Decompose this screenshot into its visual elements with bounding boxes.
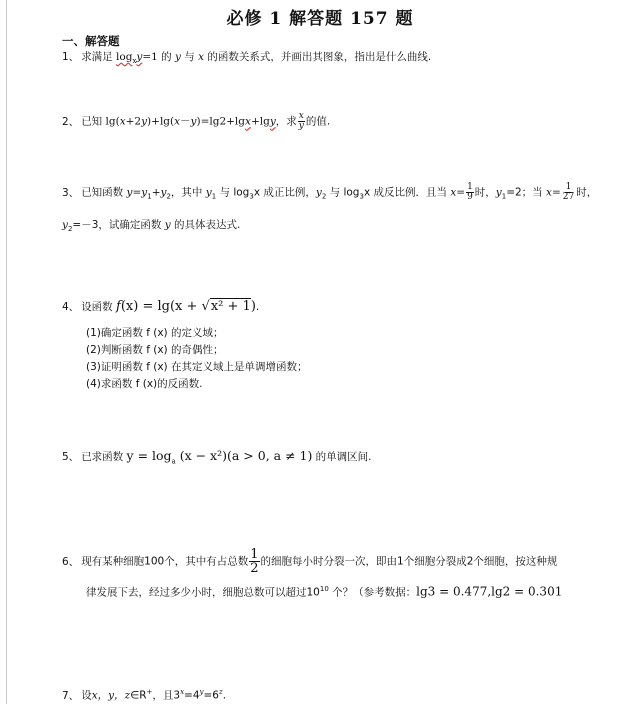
text: = xyxy=(551,186,561,199)
text: 时， xyxy=(474,186,496,199)
sqrt-radicand: x² + 1 xyxy=(210,299,251,314)
text: 已知函数 xyxy=(81,186,127,199)
text: = xyxy=(456,186,466,199)
question-number: 4、 xyxy=(62,301,80,313)
var: y xyxy=(164,219,171,231)
var: y xyxy=(160,186,167,199)
exponent: y xyxy=(199,688,204,696)
text: 的值. xyxy=(305,115,331,128)
formula xyxy=(126,448,313,466)
question-number: 2、 xyxy=(62,115,80,128)
page-edge xyxy=(6,0,7,704)
numerator: x xyxy=(298,111,304,121)
formula-part: y = log xyxy=(126,448,172,463)
text: 设函数 xyxy=(81,301,117,313)
question-6 xyxy=(62,548,557,575)
var: y xyxy=(495,186,502,199)
question-5 xyxy=(62,449,372,469)
question-6-line-2 xyxy=(86,582,562,600)
question-number: 6、 xyxy=(62,555,80,568)
denominator: 9 xyxy=(467,192,473,202)
text: + xyxy=(151,186,161,199)
text: ，其中 xyxy=(170,186,206,199)
text: =6 xyxy=(203,689,219,702)
denominator: 2 xyxy=(250,561,259,576)
text: ∈R xyxy=(130,689,147,702)
text: 已求函数 xyxy=(81,451,127,463)
var: y xyxy=(126,186,133,199)
formula-part: (x) = lg(x + xyxy=(120,299,202,314)
subscript: 2 xyxy=(321,192,327,201)
text: )=lg2+lg xyxy=(196,115,246,128)
subscript: 3 xyxy=(359,192,364,201)
numerator: 1 xyxy=(565,182,572,192)
log-text: log xyxy=(116,51,133,63)
numerator: 1 xyxy=(467,182,473,192)
text: 的细胞每小时分裂一次，即由1个细胞分裂成2个细胞，按这种规 xyxy=(260,555,558,568)
denominator: 27 xyxy=(562,192,575,202)
subscript: 2 xyxy=(67,225,73,234)
text: 时， xyxy=(576,186,598,199)
question-4 xyxy=(62,300,259,314)
text: 个？（参考数据： xyxy=(328,586,417,599)
sub-question-1: (1)确定函数 f (x) 的定义域； xyxy=(86,327,224,339)
formula xyxy=(116,298,256,314)
question-3 xyxy=(62,183,597,204)
text: 设 xyxy=(81,689,92,702)
reference-data: lg3 = 0.477,lg2 = 0.301 xyxy=(416,584,563,599)
text: 与 log xyxy=(326,186,360,199)
formula-part: ) xyxy=(250,299,256,314)
page-title: 必修 1 解答题 157 题 xyxy=(226,9,414,29)
var-y: y xyxy=(175,51,181,63)
text: +lg xyxy=(250,115,270,128)
fraction xyxy=(298,112,305,131)
question-number: 1、 xyxy=(62,51,80,63)
question-number: 7、 xyxy=(62,689,80,702)
question-7 xyxy=(62,685,226,703)
subscript: 1 xyxy=(147,192,152,201)
fraction xyxy=(249,548,259,575)
text: 求满足 xyxy=(81,51,117,63)
text: +2 xyxy=(125,115,142,128)
denominator: y xyxy=(298,121,304,131)
var: y xyxy=(190,115,197,128)
var: y xyxy=(141,115,148,128)
var: x xyxy=(245,115,251,128)
text: 的单调区间. xyxy=(312,451,372,463)
question-3-line-2 xyxy=(62,218,240,236)
subscript: 1 xyxy=(501,192,507,201)
question-number: 3、 xyxy=(62,186,80,199)
exponent: z xyxy=(218,688,223,696)
text: 的 xyxy=(157,51,175,63)
text: = xyxy=(132,186,142,199)
text: 与 log xyxy=(216,186,250,199)
exponent: x xyxy=(180,688,185,696)
question-number: 5、 xyxy=(62,451,80,463)
sub-question-2: (2)判断函数 f (x) 的奇偶性； xyxy=(86,344,224,356)
text: 的函数关系式，并画出其图象，指出是什么曲线. xyxy=(204,51,432,63)
text: x 成正比例， xyxy=(253,186,316,199)
text: . xyxy=(222,689,227,702)
var: y xyxy=(62,219,68,231)
log-equation xyxy=(116,51,143,66)
var: x xyxy=(450,186,457,199)
text: =2；当 xyxy=(506,186,547,199)
question-2 xyxy=(62,112,330,131)
text: )+lg( xyxy=(147,115,175,128)
subscript: 1 xyxy=(211,192,217,201)
var: y xyxy=(269,115,276,128)
text: － xyxy=(180,115,191,128)
text: x 成反比例．且当 xyxy=(363,186,451,199)
numerator: 1 xyxy=(250,547,259,562)
sub-question-3: (3)证明函数 f (x) 在其定义域上是单调增函数； xyxy=(86,361,308,373)
section-heading: 一、解答题 xyxy=(62,34,120,48)
formula-part: (x − x²)(a > 0, a ≠ 1) xyxy=(175,448,313,463)
text: 已知 lg( xyxy=(81,115,120,128)
log-base: x xyxy=(132,57,137,66)
text: . xyxy=(255,301,260,313)
text: ，且3 xyxy=(152,689,181,702)
superscript: + xyxy=(146,688,153,696)
text: 律发展下去，经过多少小时，细胞总数可以超过10 xyxy=(86,586,320,599)
var-x: x xyxy=(198,51,205,63)
subscript: 2 xyxy=(166,192,171,201)
text: =－3，试确定函数 xyxy=(72,219,165,231)
var: y xyxy=(315,186,322,199)
var: x xyxy=(119,115,126,128)
var: y xyxy=(205,186,212,199)
func-name: f xyxy=(116,299,121,314)
subscript: 3 xyxy=(249,192,254,201)
fraction xyxy=(466,183,474,202)
var-y: y xyxy=(136,51,143,63)
vars: x，y，z xyxy=(91,689,131,702)
sqrt-symbol: √ xyxy=(201,299,210,314)
var: x xyxy=(174,115,181,128)
question-1 xyxy=(62,50,431,68)
var: y xyxy=(141,186,148,199)
var: x xyxy=(546,186,552,199)
eq-rest: =1 xyxy=(142,51,158,63)
text: 与 xyxy=(180,51,199,63)
exponent: 10 xyxy=(319,585,329,593)
fraction xyxy=(562,183,575,202)
text: ，求 xyxy=(275,115,297,128)
text: =4 xyxy=(184,689,200,702)
sub-question-4: (4)求函数 f (x)的反函数. xyxy=(86,378,203,390)
text: 的具体表达式. xyxy=(170,219,241,231)
text: 现有某种细胞100个，其中有占总数 xyxy=(81,555,249,568)
log-base: a xyxy=(171,457,176,466)
